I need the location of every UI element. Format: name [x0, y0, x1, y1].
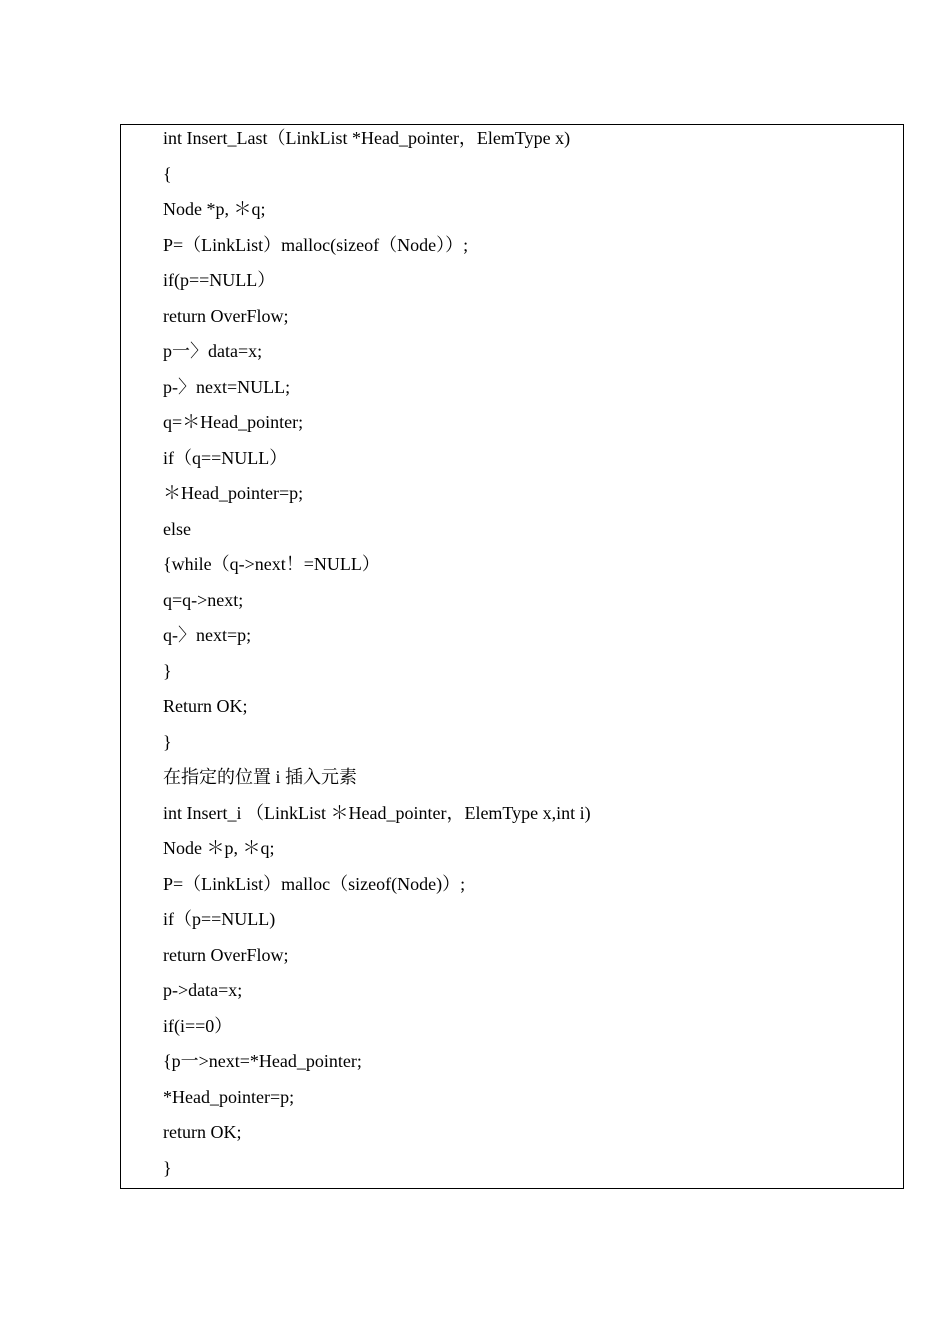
code-line: q-〉next=p;: [163, 625, 252, 645]
code-line: {: [163, 163, 172, 184]
code-line: q=＊Head_pointer;: [163, 412, 304, 432]
code-line: Node ＊p, ＊q;: [163, 838, 275, 858]
code-line: {while（q->next！=NULL）: [163, 554, 380, 574]
code-line: {p一>next=*Head_pointer;: [163, 1051, 362, 1071]
section-heading: 在指定的位置 i 插入元素: [163, 767, 357, 787]
code-line: P=（LinkList）malloc（sizeof(Node)）;: [163, 873, 466, 894]
code-listing-box: [120, 124, 904, 1189]
code-line: if（q==NULL）: [163, 447, 288, 468]
code-line: Return OK;: [163, 696, 248, 716]
code-line: ＊Head_pointer=p;: [163, 483, 304, 503]
code-line: P=（LinkList）malloc(sizeof（Node））;: [163, 234, 469, 255]
code-line: int Insert_i （LinkList ＊Head_pointer，ElemType x,int i): [163, 802, 591, 823]
code-line: Node *p, ＊q;: [163, 199, 266, 219]
code-lines: [163, 125, 591, 1190]
code-line: else: [163, 518, 191, 539]
code-line: int Insert_Last（LinkList *Head_pointer，ElemType x): [163, 128, 571, 148]
code-line: return OK;: [163, 1122, 242, 1142]
code-line: *Head_pointer=p;: [163, 1086, 295, 1107]
code-line: if(i==0）: [163, 1015, 233, 1036]
code-line: }: [163, 1157, 172, 1178]
code-line: p->data=x;: [163, 980, 243, 1000]
code-line: }: [163, 660, 172, 681]
code-line: return OverFlow;: [163, 944, 289, 965]
code-line: p一〉data=x;: [163, 341, 263, 361]
code-line: if（p==NULL): [163, 909, 276, 929]
code-line: q=q->next;: [163, 589, 244, 610]
code-line: if(p==NULL）: [163, 270, 276, 290]
code-line: return OverFlow;: [163, 305, 289, 326]
code-line: p-〉next=NULL;: [163, 376, 291, 397]
code-line: }: [163, 731, 172, 752]
